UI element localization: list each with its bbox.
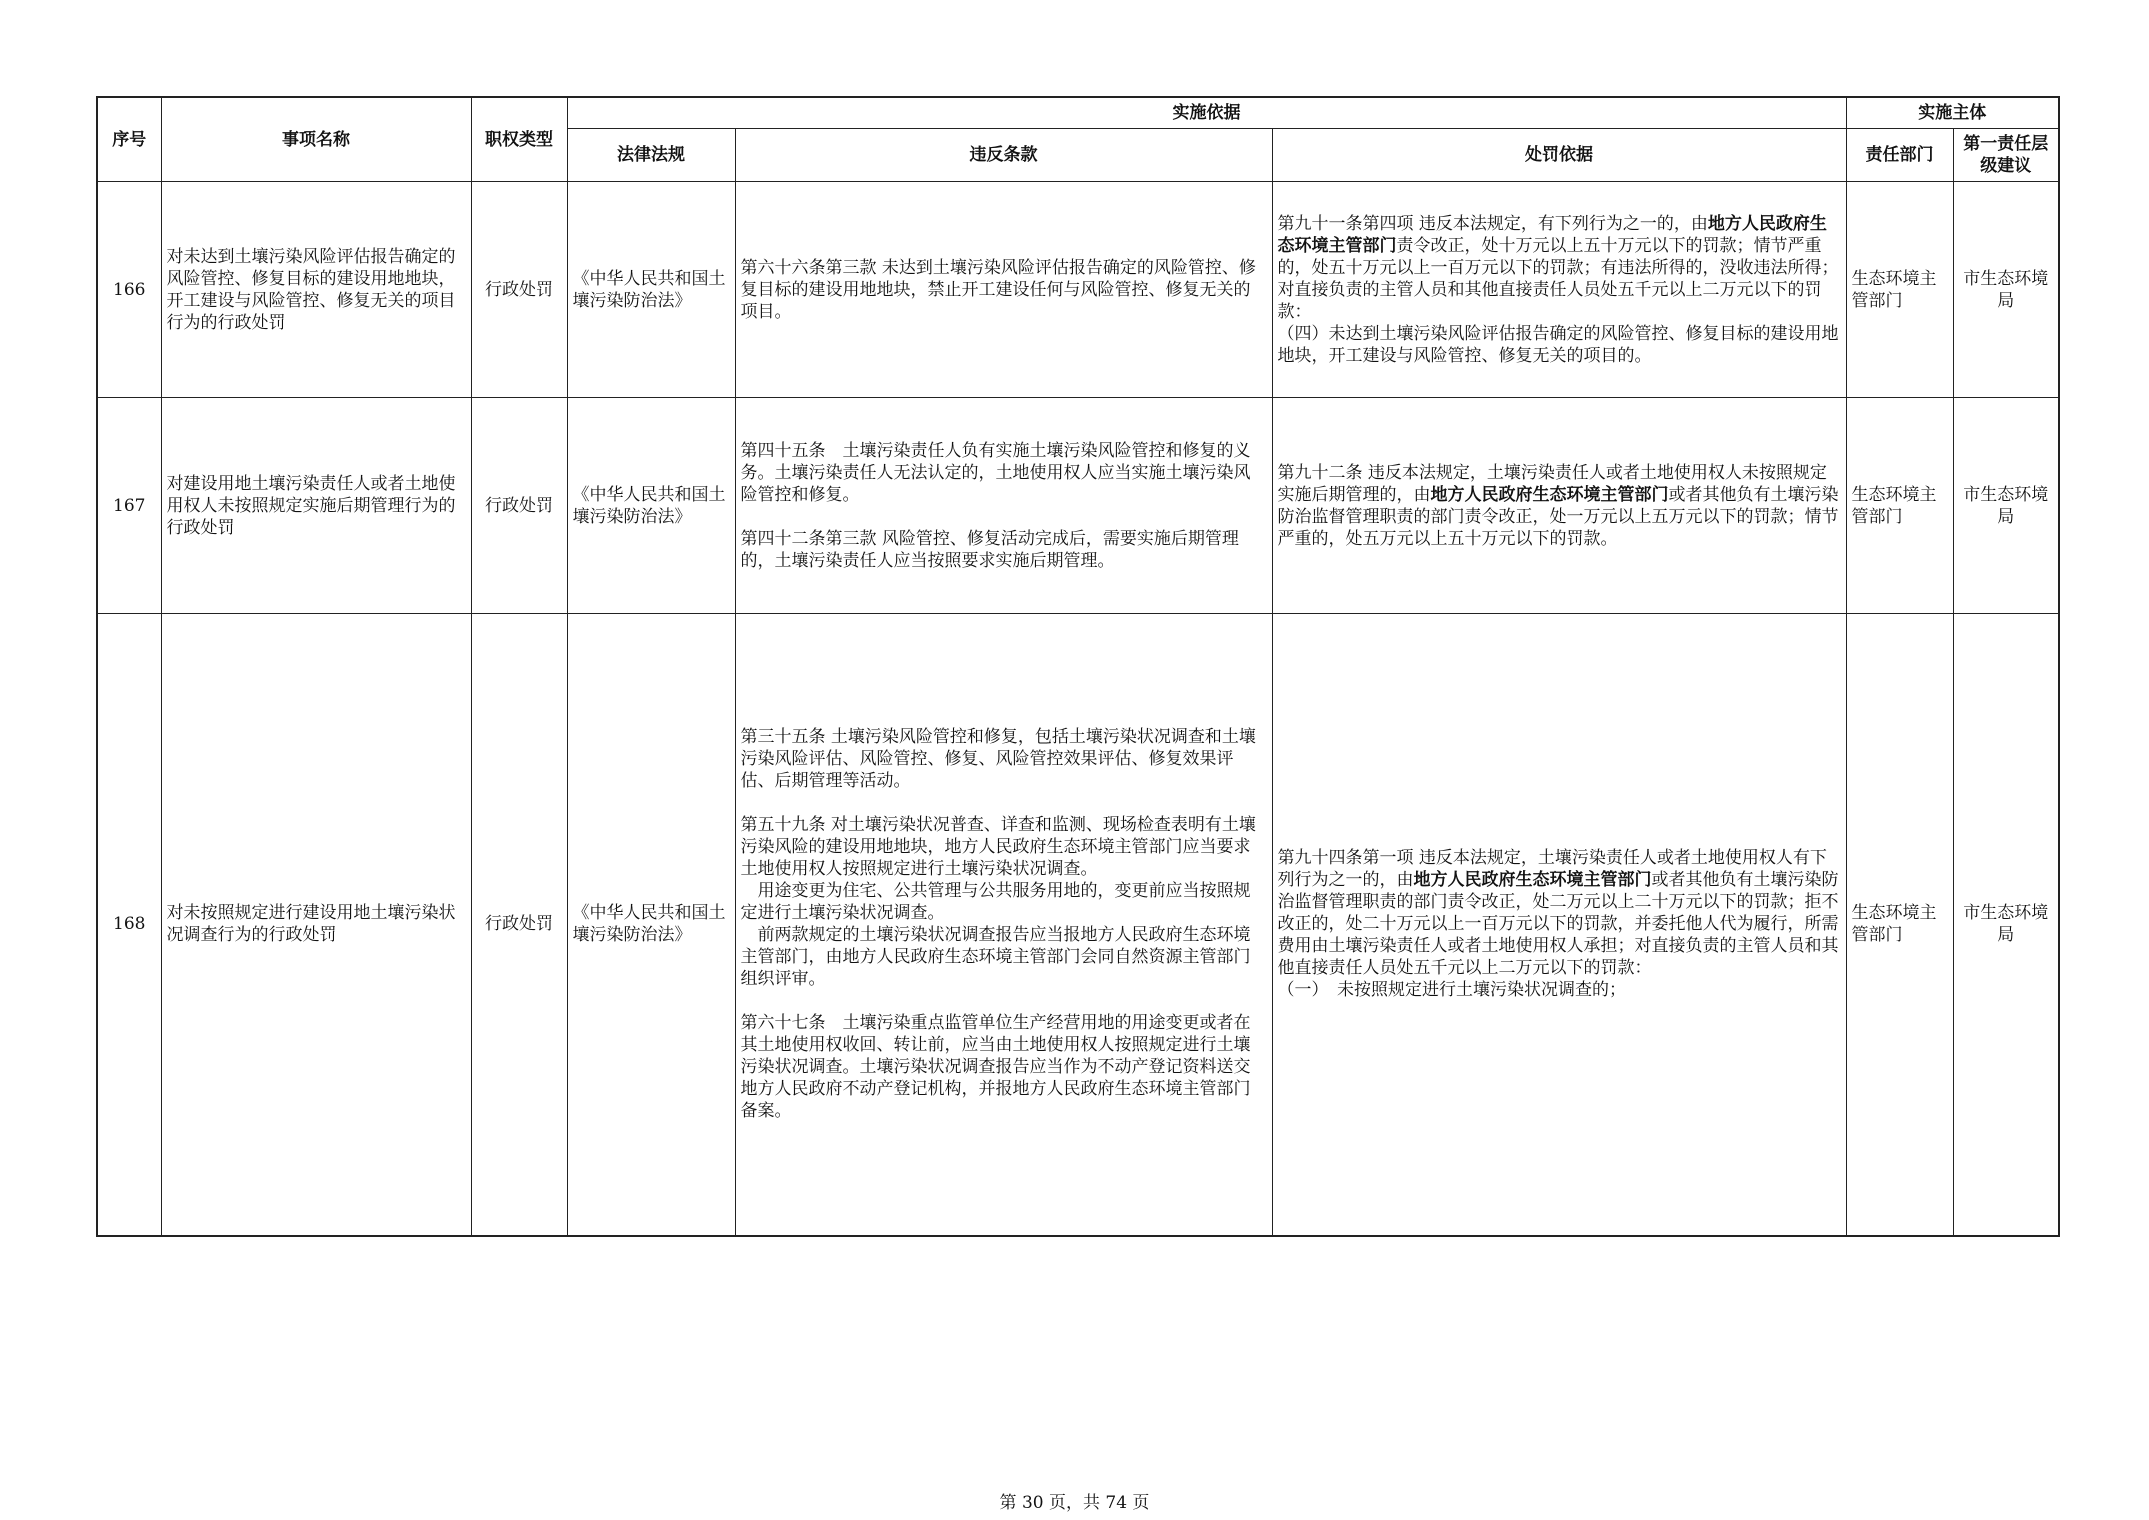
penalty-authority: 地方人民政府生态环境主管部门: [1430, 484, 1669, 505]
row-seq: 166: [97, 182, 161, 398]
row-seq: 168: [97, 614, 161, 1236]
violation-clause: 第四十五条 土壤污染责任人负有实施土壤污染风险管控和修复的义务。土壤污染责任人无法认定的，土地使用权人应当实施土壤污染风险管控和修复。: [740, 440, 1251, 505]
row-item-name: 对未达到土壤污染风险评估报告确定的风险管控、修复目标的建设用地地块，开工建设与风险管控、修复无关的项目行为的行政处罚: [161, 182, 471, 398]
header-item-name: 事项名称: [161, 97, 471, 182]
row-violation: 第六十六条第三款 未达到土壤污染风险评估报告确定的风险管控、修复目标的建设用地地块，禁止开工建设任何与风险管控、修复无关的项目。: [735, 182, 1272, 398]
penalty-text-pre: 第九十一条第四项 违反本法规定，有下列行为之一的，由: [1277, 213, 1708, 234]
row-power-type: 行政处罚: [471, 398, 567, 614]
header-row-1: [97, 97, 2059, 129]
header-power-type: 职权类型: [471, 97, 567, 182]
penalty-authority: 地方人民政府生态环境主管部门: [1413, 870, 1652, 891]
table-row: [97, 182, 2059, 398]
penalty-item: （一） 未按照规定进行土壤污染状况调查的；: [1277, 980, 1626, 1001]
header-violation: 违反条款: [735, 129, 1272, 182]
header-basis: 实施依据: [567, 97, 1846, 129]
penalty-text-post: 或者其他负有土壤污染防治监督管理职责的部门责令改正，处一万元以上五万元以下的罚款；情节严重的，处五万元以上五十万元以下的罚款。: [1277, 484, 1839, 549]
row-violation: [735, 398, 1272, 614]
violation-clause: 前两款规定的土壤污染状况调查报告应当报地方人民政府生态环境主管部门，由地方人民政府生态环境主管部门会同自然资源主管部门组织评审。: [740, 925, 1251, 990]
penalty-item: （四）未达到土壤污染风险评估报告确定的风险管控、修复目标的建设用地地块，开工建设与风险管控、修复无关的项目的。: [1277, 323, 1839, 366]
table-row: [97, 614, 2059, 1236]
row-item-name: 对未按照规定进行建设用地土壤污染状况调查行为的行政处罚: [161, 614, 471, 1236]
violation-clause: 第三十五条 土壤污染风险管控和修复，包括土壤污染状况调查和土壤污染风险评估、风险管控、修复、风险管控效果评估、修复效果评估、后期管理等活动。: [740, 727, 1256, 792]
header-law: 法律法规: [567, 129, 735, 182]
violation-clause: 第四十二条第三款 风险管控、修复活动完成后，需要实施后期管理的，土壤污染责任人应当按照要求实施后期管理。: [740, 528, 1239, 571]
row-level: 市生态环境局: [1953, 182, 2059, 398]
page-number: 第 30 页，共 74 页: [999, 1493, 1150, 1513]
table-row: [97, 398, 2059, 614]
row-law: 《中华人民共和国土壤污染防治法》: [567, 182, 735, 398]
header-level: 第一责任层级建议: [1953, 129, 2059, 182]
penalty-text-pre: 第九十四条第一项 违反本法规定，土壤污染责任人或者土地使用权人有下列行为之一的，由: [1277, 848, 1827, 891]
header-dept: 责任部门: [1846, 129, 1953, 182]
penalty-text-post: 或者其他负有土壤污染防治监督管理职责的部门责令改正，处二万元以上二十万元以下的罚款；拒不改正的，处二十万元以上一百万元以下的罚款，并委托他人代为履行，所需费用由土壤污染责任人或者土地使用权人承担；对直接负责的主管人员和其他直接责任人员处五千元以上二万元以下的罚款：: [1277, 870, 1839, 979]
row-penalty: [1272, 398, 1846, 614]
row-violation: [735, 614, 1272, 1236]
violation-clause: 用途变更为住宅、公共管理与公共服务用地的，变更前应当按照规定进行土壤污染状况调查。: [740, 881, 1251, 924]
row-dept: 生态环境主管部门: [1846, 614, 1953, 1236]
row-penalty: [1272, 182, 1846, 398]
penalty-text-pre: 第九十二条 违反本法规定，土壤污染责任人或者土地使用权人未按照规定实施后期管理的，由: [1277, 462, 1827, 505]
row-seq: 167: [97, 398, 161, 614]
row-penalty: [1272, 614, 1846, 1236]
violation-clause: 第五十九条 对土壤污染状况普查、详查和监测、现场检查表明有土壤污染风险的建设用地地块，地方人民政府生态环境主管部门应当要求土地使用权人按照规定进行土壤污染状况调查。: [740, 815, 1256, 880]
row-law: 《中华人民共和国土壤污染防治法》: [567, 398, 735, 614]
header-penalty: 处罚依据: [1272, 129, 1846, 182]
row-item-name: 对建设用地土壤污染责任人或者土地使用权人未按照规定实施后期管理行为的行政处罚: [161, 398, 471, 614]
violation-clause: 第六十七条 土壤污染重点监管单位生产经营用地的用途变更或者在其土地使用权收回、转让前，应当由土地使用权人按照规定进行土壤污染状况调查。土壤污染状况调查报告应当作为不动产登记资料送交地方人民政府不动产登记机构，并报地方人民政府生态环境主管部门备案。: [740, 1013, 1251, 1122]
header-subject: 实施主体: [1846, 97, 2059, 129]
row-dept: 生态环境主管部门: [1846, 398, 1953, 614]
row-power-type: 行政处罚: [471, 614, 567, 1236]
row-level: 市生态环境局: [1953, 398, 2059, 614]
penalty-authority: 地方人民政府生态环境主管部门: [1277, 213, 1827, 256]
penalty-text-post: 责令改正，处十万元以上五十万元以下的罚款；情节严重的，处五十万元以上一百万元以下的罚款；有违法所得的，没收违法所得；对直接负责的主管人员和其他直接责任人员处五千元以上二万元以下的罚款：: [1277, 235, 1839, 322]
enforcement-table: [96, 96, 2060, 1237]
row-level: 市生态环境局: [1953, 614, 2059, 1236]
header-seq: 序号: [97, 97, 161, 182]
row-law: 《中华人民共和国土壤污染防治法》: [567, 614, 735, 1236]
row-dept: 生态环境主管部门: [1846, 182, 1953, 398]
row-power-type: 行政处罚: [471, 182, 567, 398]
